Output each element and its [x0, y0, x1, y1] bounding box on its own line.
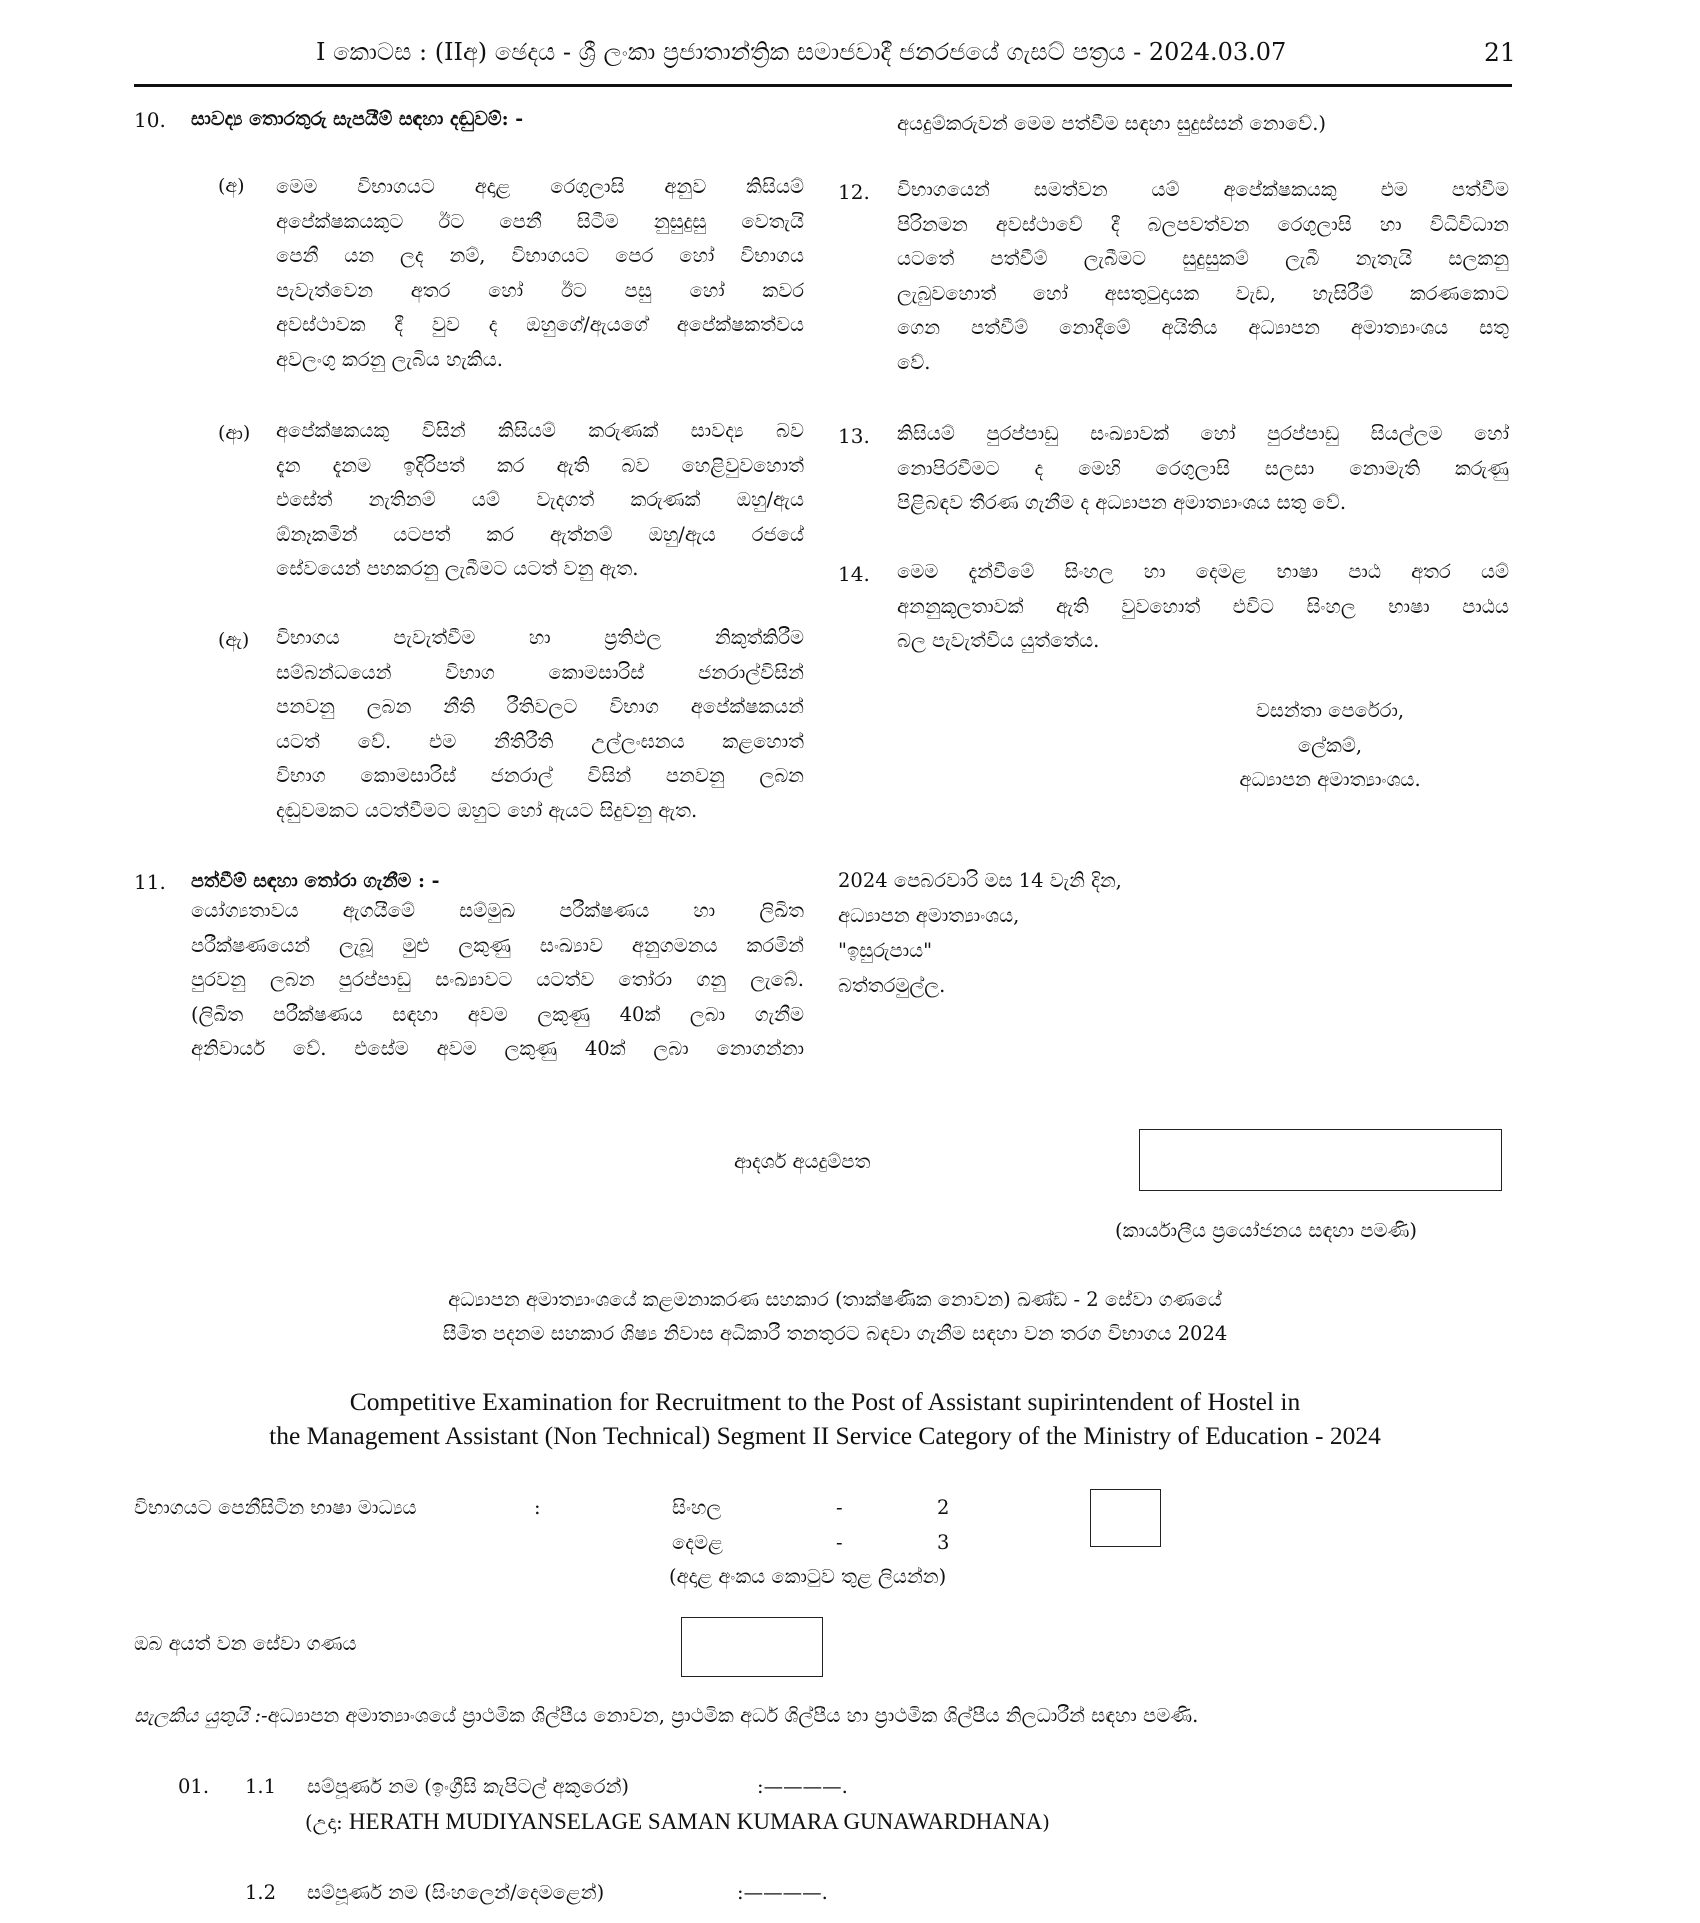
section-10ae-label: (ඇ): [218, 629, 250, 651]
section-12-line: ලැබුවහොත් හෝ අසතුටුදායක වැඩ, හැසිරීම් කරණකොට: [897, 281, 1509, 305]
section-10ae-line: විභාග කොමසාරිස් ජනරාල් විසින් පනවනු ලබන: [276, 764, 804, 788]
full-name-english-field[interactable]: :————.: [757, 1775, 848, 1798]
section-10aa-line: ඕනෑකමින් යටපත් කර ඇත්නම් ඔහු/ඇය රජයේ: [276, 522, 804, 546]
example-suffix: ): [1042, 1811, 1050, 1834]
medium-note: (අදාළ අංකය කොටුව තුළ ලියන්න): [669, 1565, 947, 1588]
section-10ae-line: පනවනු ලබන නීති රීතිවලට විභාග අපේක්ෂකයන්: [276, 695, 804, 719]
section-10aa-text: [276, 414, 804, 587]
medium-label: විභාගයට පෙනීසිටින භාෂා මාධ්‍යය: [134, 1496, 417, 1519]
service-category-label: ඔබ අයත් වන සේවා ගණය: [134, 1632, 357, 1655]
signatory-name: වසන්තා පෙරේරා,: [1255, 699, 1405, 722]
signature-block: [1180, 694, 1480, 798]
section-13-line: පිළිබඳව තීරණ ගැනීම ද අධ්‍යාපන අමාත්‍යාංශය සතු වේ.: [897, 491, 1347, 515]
english-title-1: Competitive Examination for Recruitment to the Post of Assistant supirintendent of Hostel in: [349, 1387, 1301, 1416]
date-building: "ඉසුරුපාය": [838, 939, 933, 962]
section-14-number: 14.: [838, 562, 870, 586]
section-10ae-line: දඬුවමකට යටත්වීමට ඔහුට හෝ ඇයට සිදුවනු ඇත.: [276, 798, 698, 822]
full-name-english-label: සම්පූර්ණ නම (ඉංග්‍රීසි කැපිටල් අකුරෙන්): [307, 1775, 630, 1798]
section-10aa-line: සේවයෙන් පහකරනු ලැබීමට යටත් වනු ඇත.: [276, 557, 639, 581]
section-12-line: ගෙන පත්වීම් නොදීමේ අයිතිය අධ්‍යාපන අමාත්‍යාංශය සතු: [897, 316, 1509, 340]
english-title-2: the Management Assistant (Non Technical) Segment II Service Category of the Ministry of Education - 2024: [269, 1421, 1381, 1450]
section-10a-line: අවලංගු කරනු ලැබිය හැකිය.: [276, 347, 503, 371]
section-12-number: 12.: [838, 180, 870, 204]
signatory-ministry: අධ්‍යාපන අමාත්‍යාංශය.: [1239, 768, 1421, 792]
section-11-line: පුරවනු ලබන පුරප්පාඩු සංඛ්‍යාවට යටත්ව තෝරා ගනු ලැබේ.: [191, 968, 804, 992]
question-1-1-number: 1.1: [245, 1775, 277, 1798]
section-10aa-line: එසේත් නැතිනම් යම් වැදගත් කරුණක් ඔහු/ඇය: [276, 488, 804, 512]
gazette-header: I කොටස : (IIඅ) ඡෙදය - ශ්‍රී ලංකා ප්‍රජාතාන්ත්‍රික සමාජවාදී ජනරජයේ ගැසට් පත්‍රය - 2024.03.07: [316, 38, 1287, 66]
medium-option-tamil: දෙමළ: [672, 1531, 723, 1554]
section-13-line: නොපිරවීමට ද මෙහි රෙගුලාසි සලසා නොමැති කරුණු: [897, 456, 1509, 480]
full-name-sinhala-label: සම්පූර්ණ නම (සිංහලෙන්/දෙමළෙන්): [307, 1881, 605, 1904]
medium-code-box[interactable]: [1090, 1489, 1161, 1547]
section-10a-label: (අ): [218, 175, 245, 197]
office-use-box[interactable]: [1139, 1129, 1502, 1191]
section-10aa-line: අපේක්ෂකයකු විසින් කිසියම් කරුණක් සාවද්‍ය බව: [276, 419, 804, 442]
section-11-continuation: අයදුම්කරුවන් මෙම පත්වීම සඳහා සුදුස්සන් නොවේ.): [897, 112, 1327, 135]
date-ministry: අධ්‍යාපන අමාත්‍යාංශය,: [838, 904, 1020, 927]
office-use-note: (කාර්යාලීය ප්‍රයෝජනය සඳහා පමණි): [1115, 1219, 1417, 1242]
section-11-line: පරීක්ෂණයෙන් ලැබූ මුළු ලකුණු සංඛ්‍යාව අනුගමනය කරමින්: [191, 933, 804, 957]
signatory-title: ලේකම්,: [1297, 733, 1363, 757]
section-12-line: පිරිනමන අවස්ථාවේ දී බලපවත්වන රෙගුලාසි හා විධිවිධාන: [897, 212, 1509, 236]
section-11-number: 11.: [134, 870, 166, 894]
section-11-line: යෝග්‍යතාවය ඇගයීමේ සම්මුඛ පරීක්ෂණය හා ලිඛිත: [191, 899, 804, 922]
section-12-line: යටතේ පත්වීම් ලැබීමට සුදුසුකම් ලැබී නැතැයි සලකනු: [897, 247, 1509, 271]
sinhala-title-1: අධ්‍යාපන අමාත්‍යාංශයේ කළමනාකරණ සහකාර (තාක්ෂණික නොවන) ඛණ්ඩ - 2 සේවා ගණයේ: [448, 1288, 1222, 1311]
section-10ae-text: [276, 621, 804, 829]
section-11-text: [191, 894, 804, 1067]
section-14-line: අනනුකූලතාවක් ඇති වුවහොත් එවිට සිංහල භාෂා පාඨය: [897, 594, 1509, 618]
section-10aa-line: දැන දැනම ඉදිරිපත් කර ඇති බව හෙළිවුවහොත්: [276, 453, 804, 477]
section-11-line: (ලිඛිත පරීක්ෂණය සඳහා අවම ලකුණු 40ක් ලබා ගැනීම: [191, 1002, 804, 1026]
section-10-number: 10.: [134, 108, 166, 132]
medium-colon: :: [534, 1496, 541, 1519]
section-10aa-label: (ආ): [218, 422, 251, 444]
section-10a-text: [276, 170, 804, 378]
date-line: 2024 පෙබරවාරි මස 14 වැනි දින,: [838, 869, 1122, 892]
section-13-text: [897, 417, 1509, 521]
section-11-title: පත්වීම් සඳහා තෝරා ගැනීම : -: [191, 870, 440, 892]
note-text: අධ්‍යාපන අමාත්‍යාංශයේ ප්‍රාථමික ශිල්පීය නොවන, ප්‍රාථමික අර්ධ ශිල්පීය හා ප්‍රාථමික ශිල්පීය නිලධාරීන් සඳහා පමණි.: [267, 1704, 1199, 1727]
sinhala-title-2: සීමිත පදනම සහකාර ශිෂ්‍ය නිවාස අධිකාරී තනතුරට බඳවා ගැනීම සඳහා වන තරග විභාගය 2024: [442, 1322, 1228, 1345]
section-12-line: වේ.: [897, 350, 931, 374]
section-10a-line: මෙම විභාගයට අදාළ රෙගුලාසි අනුව කිසියම්: [276, 175, 804, 198]
section-10a-line: අවස්ථාවක දී වුව ද ඔහුගේ/ඇයගේ අපේක්ෂකත්වය: [276, 313, 804, 337]
section-13-line: කිසියම් පුරප්පාඩු සංඛ්‍යාවක් හෝ පුරප්පාඩු සියල්ලම හෝ: [897, 422, 1509, 445]
full-name-example: [305, 1809, 1050, 1835]
page-number: 21: [1484, 38, 1516, 67]
section-10-title: සාවද්‍ය තොරතුරු සැපයීම් සඳහා දඬුවම්: -: [191, 108, 524, 130]
question-1-number: 01.: [178, 1775, 210, 1798]
section-10a-line: පෙනී යන ලද නම්, විභාගයට පෙර හෝ විභාගය: [276, 244, 804, 268]
header-rule: [134, 84, 1512, 87]
note-prefix: සැලකිය යුතුයි :-: [134, 1704, 268, 1727]
section-10ae-line: සම්බන්ධයෙන් විභාග කොමසාරිස් ජනරාල්විසින්: [276, 660, 804, 684]
section-10a-line: අපේක්ෂකයකුට ඊට පෙනී සිටීම නුසුදුසු වෙතැයි: [276, 209, 804, 233]
note-line: [134, 1704, 1198, 1727]
section-12-text: [897, 173, 1509, 381]
section-13-number: 13.: [838, 424, 870, 448]
full-name-sinhala-field[interactable]: :————.: [737, 1881, 828, 1904]
model-application-label: ආදර්ශ අයදුම්පත: [734, 1150, 871, 1173]
medium-option-code: 3: [937, 1531, 950, 1554]
question-1-2-number: 1.2: [245, 1881, 277, 1904]
section-10ae-line: විභාගය පැවැත්වීම හා ප්‍රතිඵල නිකුත්කිරීම: [276, 626, 804, 649]
date-block: [838, 863, 1122, 1003]
section-12-line: විභාගයෙන් සමත්වන යම් අපේක්ෂකයකු එම පත්වීම: [897, 178, 1509, 201]
section-11-line: අනිවාර්ය වේ. එසේම අවම ලකුණු 40ක් ලබා නොගන්නා: [191, 1037, 804, 1061]
medium-option-dash: -: [836, 1496, 843, 1519]
section-10a-line: පැවැත්වෙන අතර හෝ ඊට පසු හෝ කවර: [276, 278, 804, 302]
section-14-text: [897, 555, 1509, 659]
section-14-line: මෙම දැන්වීමේ සිංහල හා දෙමළ භාෂා පාඨ අතර යම්: [897, 560, 1509, 583]
medium-option-dash: -: [836, 1531, 843, 1554]
section-10ae-line: යටත් වේ. එම නීතිරීති උල්ලංඝනය කළහොත්: [276, 729, 804, 753]
example-prefix: (උදා:: [305, 1811, 343, 1834]
section-14-line: බල පැවැත්විය යුත්තේය.: [897, 629, 1100, 653]
date-city: බත්තරමුල්ල.: [838, 974, 946, 997]
example-name: HERATH MUDIYANSELAGE SAMAN KUMARA GUNAWARDHANA: [348, 1809, 1043, 1834]
medium-option-code: 2: [937, 1496, 950, 1519]
service-category-box[interactable]: [681, 1617, 823, 1677]
medium-option-sinhala: සිංහල: [672, 1496, 722, 1519]
